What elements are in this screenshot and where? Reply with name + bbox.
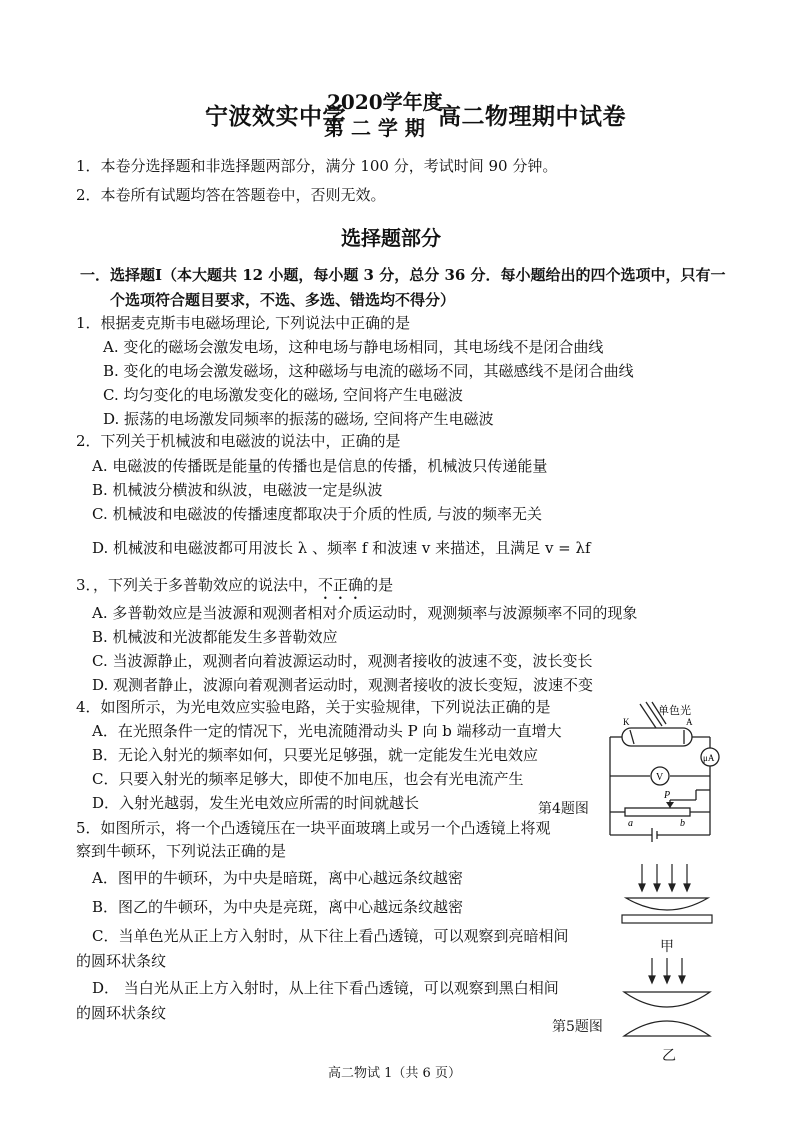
q2-option-b: B. 机械波分横波和纵波，电磁波一定是纵波 xyxy=(92,481,383,499)
fig4-caption: 第4题图 xyxy=(538,801,589,817)
q5-stem-line2: 察到牛顿环，下列说法正确的是 xyxy=(76,842,287,860)
part1-line2: 个选项符合题目要求，不选、多选、错选均不得分） xyxy=(110,291,456,309)
fig4-meter-v-label: V xyxy=(656,772,664,783)
fig4-anode-label: A xyxy=(686,717,693,727)
title-year: 2020学年度 xyxy=(327,90,443,114)
q4-stem: 4．如图所示，为光电效应实验电路，关于实验规律，下列说法正确的是 xyxy=(76,698,551,716)
flat-glass xyxy=(622,915,712,923)
fig4-a-label: a xyxy=(628,818,633,829)
q5-stem-line1: 5．如图所示，将一个凸透镜压在一块平面玻璃上或另一个凸透镜上将观 xyxy=(76,819,551,837)
q5-option-c-line2: 的圆环状条纹 xyxy=(76,952,167,970)
q4-option-b: B．无论入射光的频率如何，只要光足够强，就一定能发生光电效应 xyxy=(92,746,539,764)
q2-option-a: A. 电磁波的传播既是能量的传播也是信息的传播，机械波只传递能量 xyxy=(92,457,548,475)
note-2: 2．本卷所有试题均答在答题卷中，否则无效。 xyxy=(76,186,386,204)
q2-stem: 2．下列关于机械波和电磁波的说法中，正确的是 xyxy=(76,432,401,450)
fig5-label-jia: 甲 xyxy=(660,939,674,955)
fig5-caption: 第5题图 xyxy=(552,1019,603,1035)
q5-option-d-line2: 的圆环状条纹 xyxy=(76,1004,167,1022)
lower-convex-lens xyxy=(624,1021,710,1036)
page-footer: 高二物试 1（共 6 页） xyxy=(328,1066,461,1081)
q5-option-b: B．图乙的牛顿环，为中央是亮斑，离中心越远条纹越密 xyxy=(92,898,464,916)
fig4-light-label: 单色光 xyxy=(658,705,691,717)
q3-stem-post: 的是 xyxy=(363,576,394,594)
q3-option-c: C. 当波源静止，观测者向着波源运动时，观测者接收的波速不变，波长变长 xyxy=(92,652,593,670)
fig5-label-yi: 乙 xyxy=(662,1048,676,1064)
q5-figure-jia xyxy=(612,860,722,940)
q5-option-d-line1: D． 当白光从正上方入射时，从上往下看凸透镜，可以观察到黑白相间 xyxy=(92,979,559,997)
q3-option-d: D. 观测者静止，波源向着观测者运动时，观测者接收的波长变短，波速不变 xyxy=(92,676,594,694)
q3-option-a: A. 多普勒效应是当波源和观测者相对介质运动时，观测频率与波源频率不同的现象 xyxy=(92,604,638,622)
q3-option-b: B. 机械波和光波都能发生多普勒效应 xyxy=(92,628,338,646)
q1-option-a: A. 变化的磁场会激发电场，这种电场与静电场相同，其电场线不是闭合曲线 xyxy=(103,338,604,356)
q5-figure-yi xyxy=(612,956,722,1041)
q1-option-b: B. 变化的电场会激发磁场，这种磁场与电流的磁场不同，其磁感线不是闭合曲线 xyxy=(103,362,634,380)
q4-option-c: C．只要入射光的频率足够大，即使不加电压，也会有光电流产生 xyxy=(92,770,524,788)
q2-option-d: D. 机械波和电磁波都可用波长 λ 、频率 f 和波速 v 来描述，且满足 v = λf xyxy=(92,539,591,557)
q3-stem xyxy=(76,575,393,603)
q4-circuit-figure xyxy=(600,700,730,860)
title-school: 宁波效实中学 xyxy=(205,103,346,130)
note-1: 1．本卷分选择题和非选择题两部分，满分 100 分，考试时间 90 分钟。 xyxy=(76,157,558,175)
q5-option-a: A．图甲的牛顿环，为中央是暗斑，离中心越远条纹越密 xyxy=(92,869,463,887)
convex-lens xyxy=(626,898,708,910)
q1-stem: 1．根据麦克斯韦电磁场理论, 下列说法中正确的是 xyxy=(76,314,411,332)
q2-option-c: C. 机械波和电磁波的传播速度都取决于介质的性质, 与波的频率无关 xyxy=(92,505,543,523)
title-exam: 高二物理期中试卷 xyxy=(438,103,626,130)
fig4-b-label: b xyxy=(680,818,685,829)
fig4-meter-a-label: μA xyxy=(703,753,715,763)
fig4-p-label: P xyxy=(664,790,671,801)
title-semester: 第 二 学 期 xyxy=(324,116,425,140)
q1-option-c: C. 均匀变化的电场激发变化的磁场, 空间将产生电磁波 xyxy=(103,386,464,404)
slider-arrow-icon xyxy=(666,802,674,808)
fig4-k-label: K xyxy=(623,717,630,727)
q1-option-d: D. 振荡的电场激发同频率的振荡的磁场, 空间将产生电磁波 xyxy=(103,410,494,428)
q3-stem-pre: 3．，下列关于多普勒效应的说法中， xyxy=(76,576,319,594)
q3-stem-emphasis: 不正确 xyxy=(318,576,364,594)
q4-option-a: A．在光照条件一定的情况下，光电流随滑动头 P 向 b 端移动一直增大 xyxy=(92,722,562,740)
q4-option-d: D．入射光越弱，发生光电效应所需的时间就越长 xyxy=(92,794,420,812)
part1-line1: 一．选择题Ⅰ（本大题共 12 小题，每小题 3 分，总分 36 分．每小题给出的四个选项中，只有一 xyxy=(80,266,726,284)
q5-option-c-line1: C．当单色光从正上方入射时，从下往上看凸透镜，可以观察到亮暗相间 xyxy=(92,927,569,945)
upper-convex-lens xyxy=(624,992,710,1007)
section-title: 选择题部分 xyxy=(341,226,441,250)
